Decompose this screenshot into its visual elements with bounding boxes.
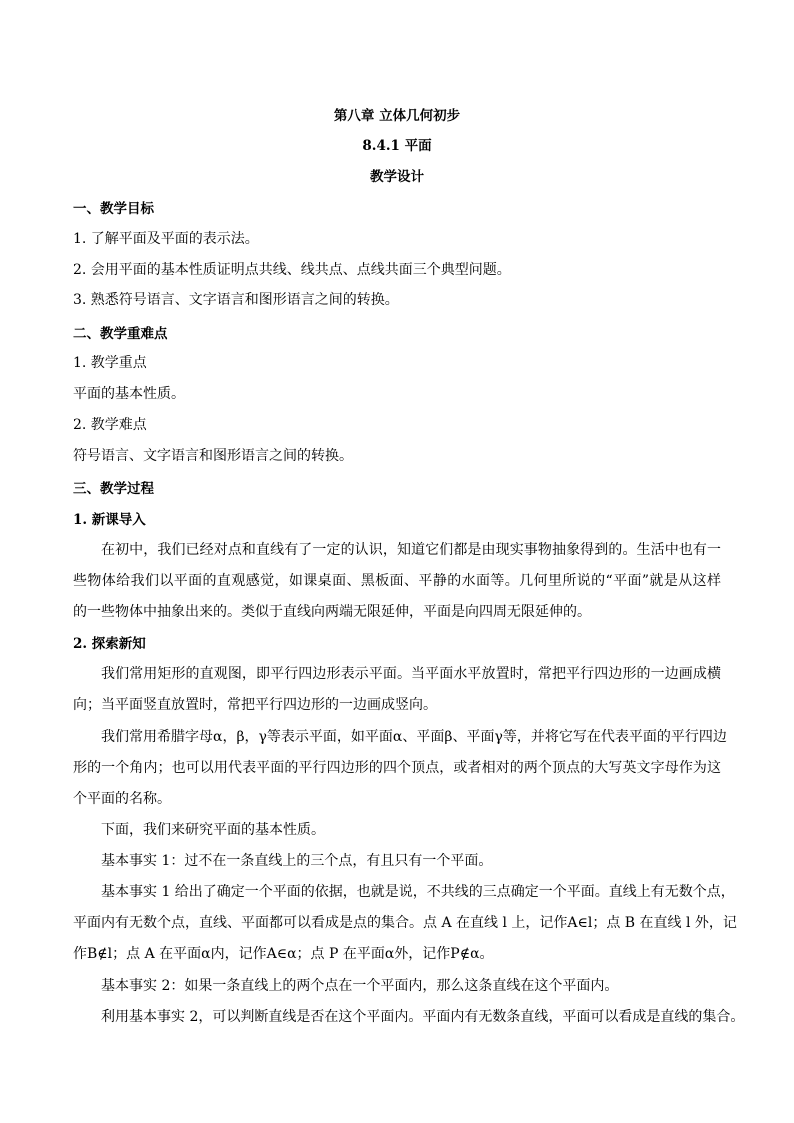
section-heading-process: 三、教学过程	[73, 481, 154, 497]
section-title: 8.4.1 平面	[362, 138, 432, 154]
step-heading-introduction: 1. 新课导入	[73, 512, 146, 528]
paragraph-line: 在初中，我们已经对点和直线有了一定的认识，知道它们都是由现实事物抽象得到的。生活中也有一	[101, 542, 721, 558]
objective-item: 2. 会用平面的基本性质证明点共线、线共点、点线共面三个典型问题。	[73, 262, 511, 278]
paragraph-line: 我们常用矩形的直观图，即平行四边形表示平面。当平面水平放置时，常把平行四边形的一边画成横	[101, 666, 721, 682]
step-heading-explore: 2. 探索新知	[73, 636, 146, 652]
paragraph-line: 作B∉l；点 A 在平面α内，记作A∈α；点 P 在平面α外，记作P∉α。	[73, 946, 494, 962]
difficult-point-text: 符号语言、文字语言和图形语言之间的转换。	[73, 448, 353, 464]
paragraph-line: 平面内有无数个点，直线、平面都可以看成是点的集合。点 A 在直线 l 上，记作A∈l；点 B 在直线 l 外，记	[73, 915, 737, 931]
paragraph-line: 向；当平面竖直放置时，常把平行四边形的一边画成竖向。	[73, 697, 437, 713]
paragraph-line: 形的一个角内；也可以用代表平面的平行四边形的四个顶点，或者相对的两个顶点的大写英文字母作为这	[73, 760, 721, 776]
section-heading-key-points: 二、教学重难点	[73, 326, 168, 342]
basic-fact-2: 基本事实 2：如果一条直线上的两个点在一个平面内，那么这条直线在这个平面内。	[101, 978, 619, 994]
objective-item: 1. 了解平面及平面的表示法。	[73, 231, 259, 247]
objective-item: 3. 熟悉符号语言、文字语言和图形语言之间的转换。	[73, 292, 399, 308]
document-type-title: 教学设计	[370, 169, 424, 185]
paragraph-line: 我们常用希腊字母α，β，γ等表示平面，如平面α、平面β、平面γ等，并将它写在代表平面的平行四边	[101, 729, 727, 745]
basic-fact-1: 基本事实 1：过不在一条直线上的三个点，有且只有一个平面。	[101, 853, 493, 869]
chapter-title: 第八章 立体几何初步	[333, 108, 461, 124]
paragraph-line: 基本事实 1 给出了确定一个平面的依据，也就是说，不共线的三点确定一个平面。直线上有无数个点，	[101, 884, 735, 900]
key-point-text: 平面的基本性质。	[73, 386, 185, 402]
paragraph-line: 个平面的名称。	[73, 791, 171, 807]
key-point-label: 1. 教学重点	[73, 355, 147, 371]
paragraph-line: 下面，我们来研究平面的基本性质。	[101, 822, 325, 838]
paragraph-line: 的一些物体中抽象出来的。类似于直线向两端无限延伸，平面是向四周无限延伸的。	[73, 604, 591, 620]
section-heading-objectives: 一、教学目标	[73, 201, 154, 217]
paragraph-line: 些物体给我们以平面的直观感觉，如课桌面、黑板面、平静的水面等。几何里所说的“平面”就是从这样	[73, 573, 721, 589]
paragraph-line: 利用基本事实 2，可以判断直线是否在这个平面内。平面内有无数条直线，平面可以看成是直线的集合。	[101, 1009, 745, 1025]
difficult-point-label: 2. 教学难点	[73, 417, 147, 433]
